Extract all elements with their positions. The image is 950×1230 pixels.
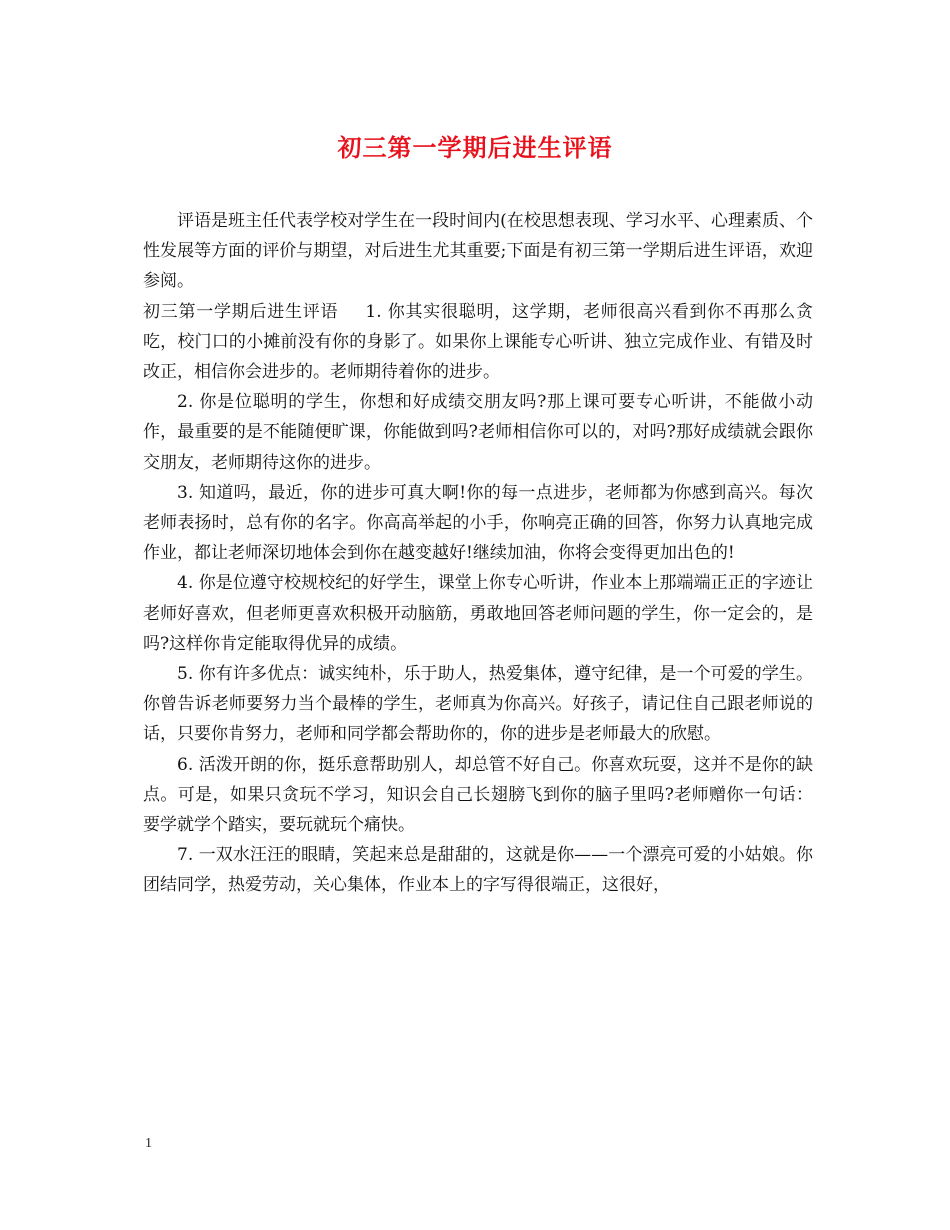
comment-paragraph-3: 3. 知道吗，最近，你的进步可真大啊!你的每一点进步，老师都为你感到高兴。每次老师表扬时，总有你的名字。你高高举起的小手，你响亮正确的回答，你努力认真地完成作业，都让老师深切地体会到你在越变越好!继续加油，你将会变得更加出色的! bbox=[143, 482, 813, 564]
comment-text-1: 1. 你其实很聪明，这学期，老师很高兴看到你不再那么贪吃，校门口的小摊前没有你的身影了。如果你上课能专心听讲、独立完成作业、有错及时改正，相信你会进步的。老师期待着你的进步。 bbox=[143, 301, 814, 383]
page-number: 1 bbox=[145, 1136, 152, 1151]
comment-paragraph-1 bbox=[143, 297, 813, 388]
comment-paragraph-6: 6. 活泼开朗的你，挺乐意帮助别人，却总管不好自己。你喜欢玩耍，这并不是你的缺点。可是，如果只贪玩不学习，知识会自己长翅膀飞到你的脑子里吗?老师赠你一句话：要学就学个踏实，要玩就玩个痛快。 bbox=[143, 754, 813, 836]
comment-paragraph-7: 7. 一双水汪汪的眼睛，笑起来总是甜甜的，这就是你——一个漂亮可爱的小姑娘。你团结同学，热爱劳动，关心集体，作业本上的字写得很端正，这很好， bbox=[143, 845, 813, 896]
document-body bbox=[143, 206, 813, 901]
document-title: 初三第一学期后进生评语 bbox=[337, 133, 613, 162]
comment-paragraph-4: 4. 你是位遵守校规校纪的好学生，课堂上你专心听讲，作业本上那端端正正的字迹让老师好喜欢，但老师更喜欢积极开动脑筋，勇敢地回答老师问题的学生，你一定会的，是吗?这样你肯定能取得优异的成绩。 bbox=[143, 573, 813, 654]
intro-paragraph: 评语是班主任代表学校对学生在一段时间内(在校思想表现、学习水平、心理素质、个性发展等方面的评价与期望，对后进生尤其重要;下面是有初三第一学期后进生评语，欢迎参阅。 bbox=[143, 211, 813, 292]
comment-paragraph-5: 5. 你有许多优点：诚实纯朴，乐于助人，热爱集体，遵守纪律，是一个可爱的学生。你曾告诉老师要努力当个最棒的学生，老师真为你高兴。好孩子，请记住自己跟老师说的话，只要你肯努力，老师和同学都会帮助你的，你的进步是老师最大的欣慰。 bbox=[143, 664, 813, 745]
section-heading: 初三第一学期后进生评语 bbox=[143, 301, 339, 322]
comment-paragraph-2: 2. 你是位聪明的学生，你想和好成绩交朋友吗?那上课可要专心听讲，不能做小动作，最重要的是不能随便旷课，你能做到吗?老师相信你可以的，对吗?那好成绩就会跟你交朋友，老师期待这你的进步。 bbox=[143, 392, 813, 473]
